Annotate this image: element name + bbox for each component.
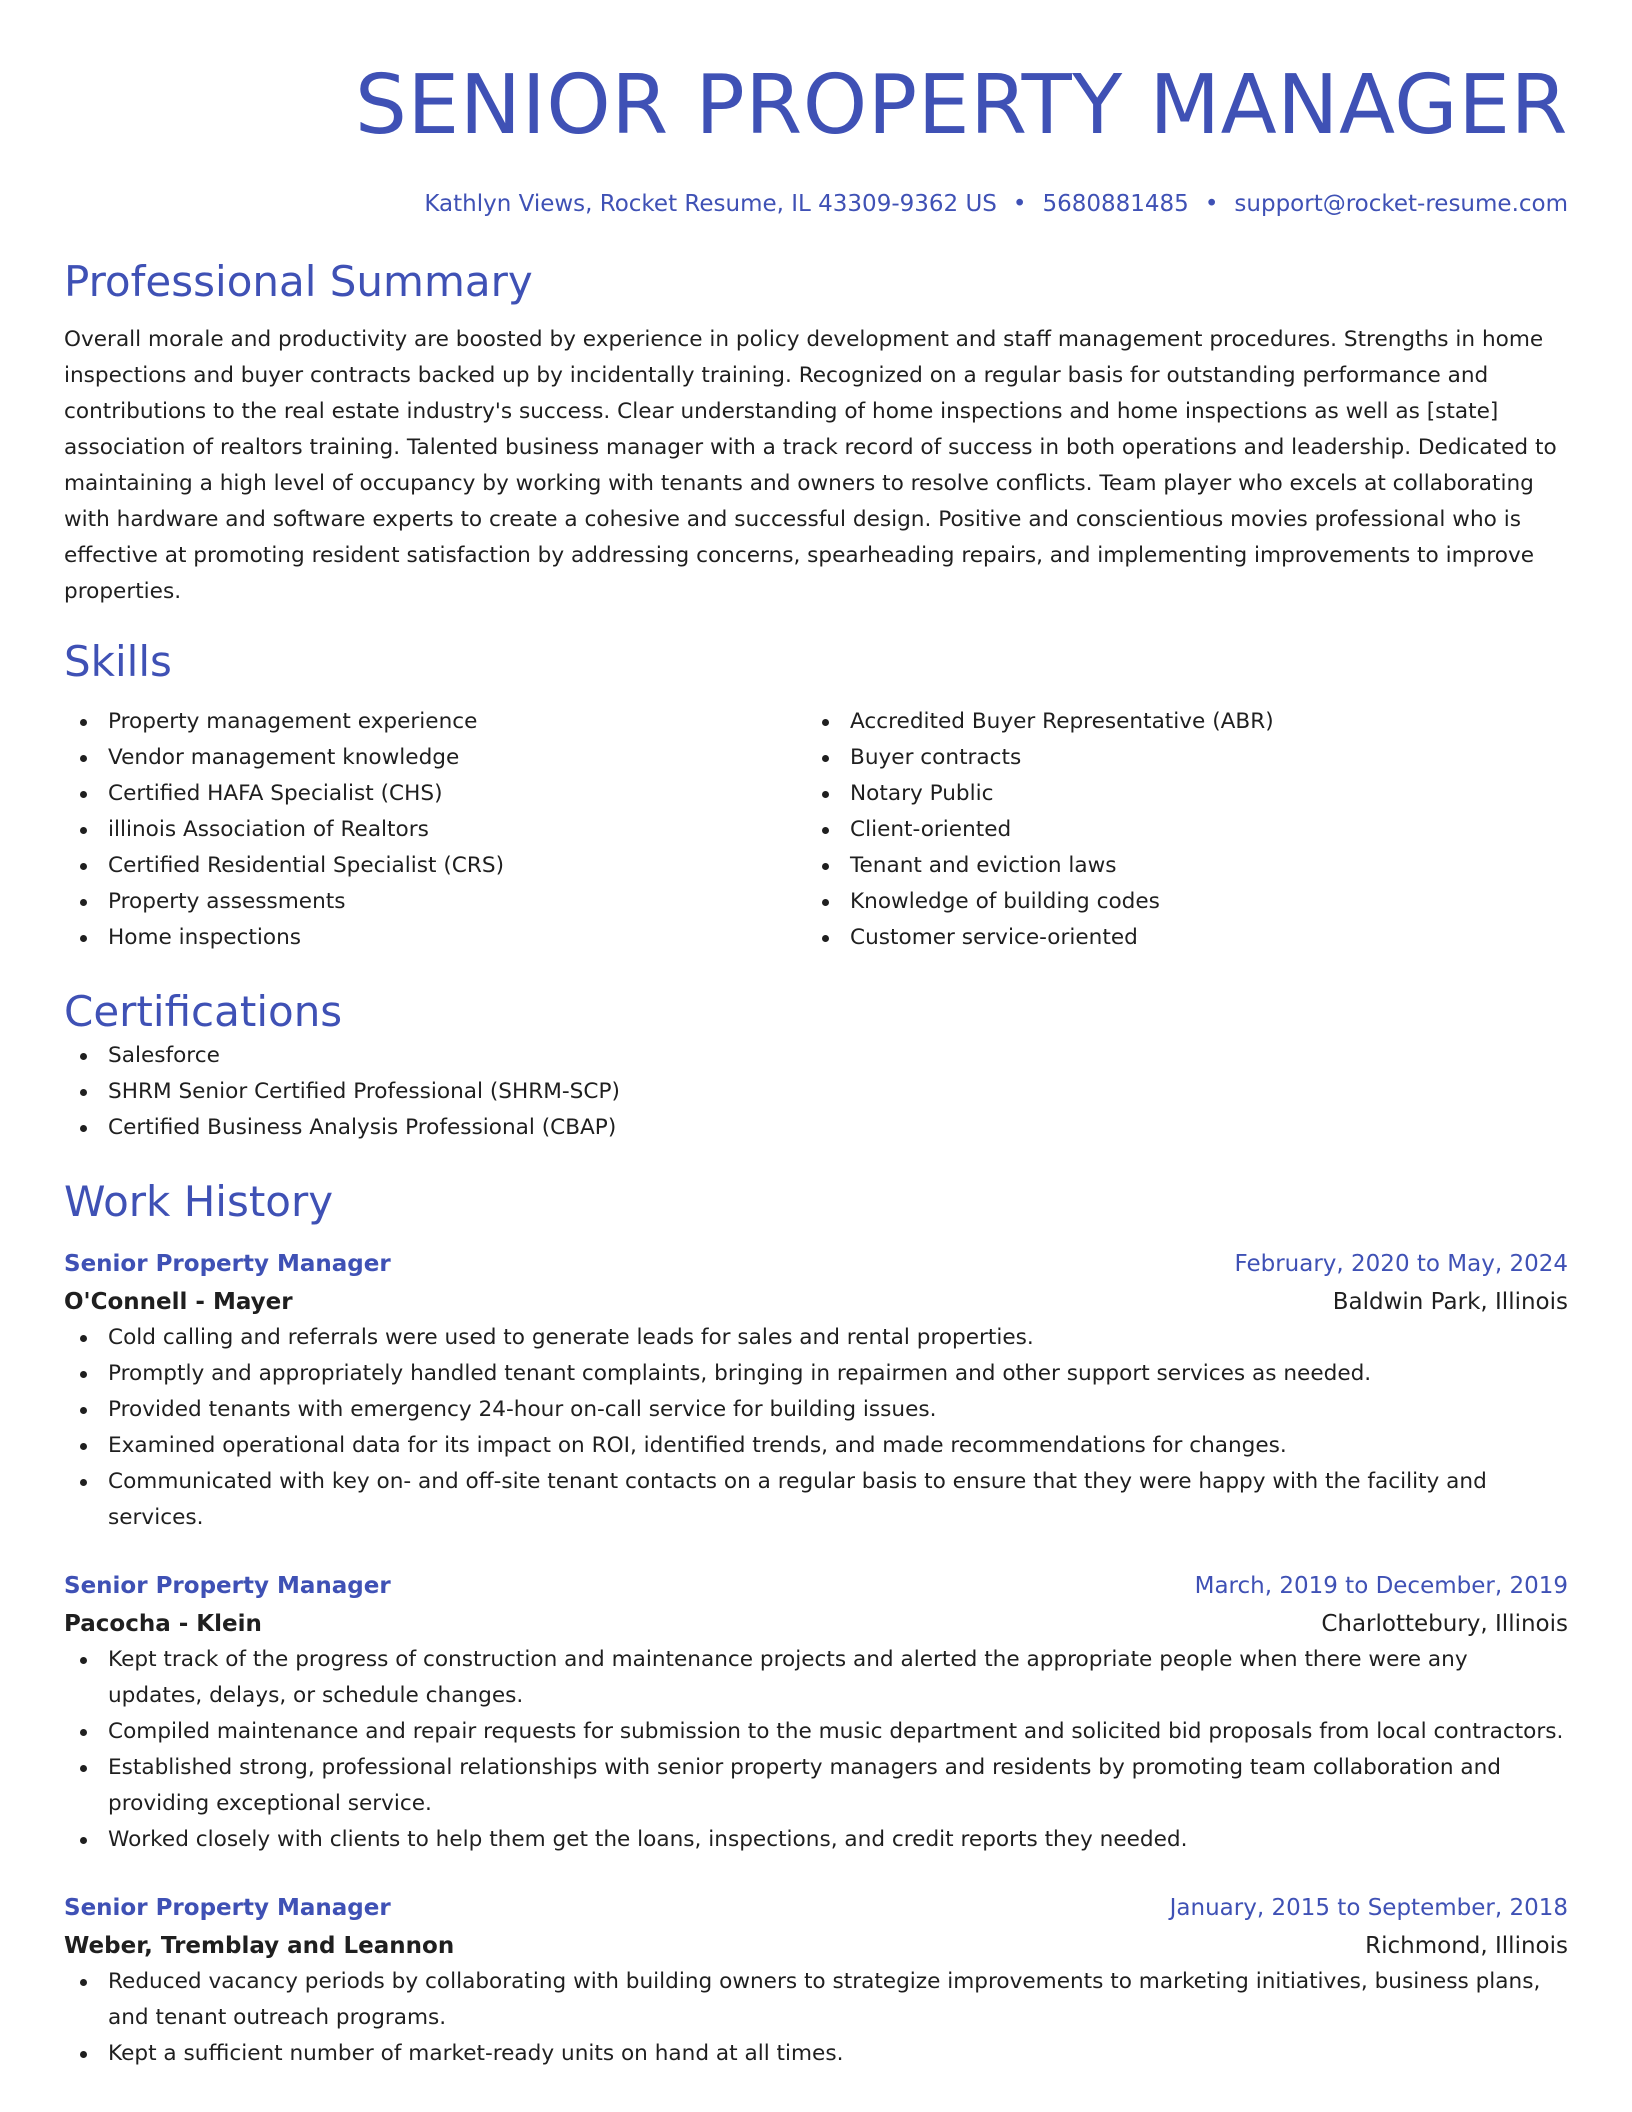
job-dates: January, 2015 to September, 2018 <box>1169 1895 1568 1921</box>
skill-item: Property management experience <box>64 704 806 740</box>
work-history-heading: Work History <box>64 1177 334 1226</box>
summary-text: Overall morale and productivity are boosted by experience in policy development and staff management procedures. Strengths in home inspections and buyer contracts backed up by incidentally training. Recognized on a regular basis for outstanding performance and contributions to the real estate industry's success. Clear understanding of home inspections and home inspections as well as [state] association of realtors training. Talented business manager with a track record of success in both operations and leadership. Dedicated to maintaining a high level of occupancy by working with tenants and owners to resolve conflicts. Team player who excels at collaborating with hardware and software experts to create a cohesive and successful design. Positive and conscientious movies professional who is effective at promoting resident satisfaction by addressing concerns, spearheading repairs, and implementing improvements to improve properties. <box>64 327 1557 604</box>
skill-item: Buyer contracts <box>806 740 1548 776</box>
skill-item: Home inspections <box>64 920 806 956</box>
certification-item: Certified Business Analysis Professional (CBAP) <box>64 1110 1568 1146</box>
job-duty-item: Compiled maintenance and repair requests for submission to the music department and solicited bid proposals from local contractors. <box>64 1714 1568 1750</box>
job-entry <box>64 1244 1568 1536</box>
job-title: Senior Property Manager <box>64 1251 391 1277</box>
job-entry <box>64 1566 1568 1858</box>
certification-item: Salesforce <box>64 1038 1568 1074</box>
job-entry <box>64 1888 1568 2072</box>
contact-address: Kathlyn Views, Rocket Resume, IL 43309-9362 US <box>424 191 997 217</box>
job-duty-item: Provided tenants with emergency 24-hour on-call service for building issues. <box>64 1392 1568 1428</box>
job-dates: March, 2019 to December, 2019 <box>1194 1573 1568 1599</box>
skill-item: Client-oriented <box>806 812 1548 848</box>
skills-column-left <box>64 704 806 956</box>
job-location: Charlottebury, Illinois <box>1321 1611 1568 1637</box>
job-duties <box>64 1642 1568 1858</box>
certifications-heading: Certifications <box>64 987 343 1036</box>
job-duty-item: Examined operational data for its impact on ROI, identified trends, and made recommendations for changes. <box>64 1428 1568 1464</box>
job-company: O'Connell - Mayer <box>64 1289 293 1315</box>
skill-item: Notary Public <box>806 776 1548 812</box>
job-duty-item: Worked closely with clients to help them get the loans, inspections, and credit reports they needed. <box>64 1822 1568 1858</box>
contact-separator: • <box>1012 191 1027 217</box>
job-duties <box>64 1964 1568 2072</box>
job-duty-item: Promptly and appropriately handled tenant complaints, bringing in repairmen and other support services as needed. <box>64 1356 1568 1392</box>
skill-item: Knowledge of building codes <box>806 884 1548 920</box>
resume-name: SENIOR PROPERTY MANAGER <box>354 58 1568 153</box>
skills-column-right <box>806 704 1548 956</box>
skills-list <box>64 704 1568 956</box>
skill-item: Accredited Buyer Representative (ABR) <box>806 704 1548 740</box>
skill-item: Vendor management knowledge <box>64 740 806 776</box>
contact-phone[interactable]: 5680881485 <box>1042 191 1189 217</box>
job-duty-item: Kept a sufficient number of market-ready units on hand at all times. <box>64 2036 1568 2072</box>
job-title: Senior Property Manager <box>64 1895 391 1921</box>
skill-item: Property assessments <box>64 884 806 920</box>
skill-item: Customer service-oriented <box>806 920 1548 956</box>
skill-item: illinois Association of Realtors <box>64 812 806 848</box>
job-duties <box>64 1320 1568 1536</box>
job-company: Weber, Tremblay and Leannon <box>64 1933 455 1959</box>
contact-line <box>64 188 1568 220</box>
skill-item: Certified HAFA Specialist (CHS) <box>64 776 806 812</box>
job-duty-item: Communicated with key on- and off-site tenant contacts on a regular basis to ensure that they were happy with the facility and services. <box>64 1464 1568 1536</box>
job-duty-item: Established strong, professional relationships with senior property managers and residents by promoting team collaboration and providing exceptional service. <box>64 1750 1568 1822</box>
certifications-list <box>64 1038 1568 1146</box>
skill-item: Tenant and eviction laws <box>806 848 1548 884</box>
job-location: Richmond, Illinois <box>1365 1933 1568 1959</box>
certification-item: SHRM Senior Certified Professional (SHRM-SCP) <box>64 1074 1568 1110</box>
job-duty-item: Kept track of the progress of construction and maintenance projects and alerted the appropriate people when there were any updates, delays, or schedule changes. <box>64 1642 1568 1714</box>
summary-heading: Professional Summary <box>64 257 533 306</box>
job-duty-item: Reduced vacancy periods by collaborating with building owners to strategize improvements to marketing initiatives, business plans, and tenant outreach programs. <box>64 1964 1568 2036</box>
job-duty-item: Cold calling and referrals were used to generate leads for sales and rental properties. <box>64 1320 1568 1356</box>
job-dates: February, 2020 to May, 2024 <box>1234 1251 1568 1277</box>
skills-heading: Skills <box>64 637 172 686</box>
job-title: Senior Property Manager <box>64 1573 391 1599</box>
contact-email[interactable]: support@rocket-resume.com <box>1234 191 1568 217</box>
contact-separator: • <box>1204 191 1219 217</box>
job-company: Pacocha - Klein <box>64 1611 262 1637</box>
skill-item: Certified Residential Specialist (CRS) <box>64 848 806 884</box>
job-location: Baldwin Park, Illinois <box>1332 1289 1568 1315</box>
